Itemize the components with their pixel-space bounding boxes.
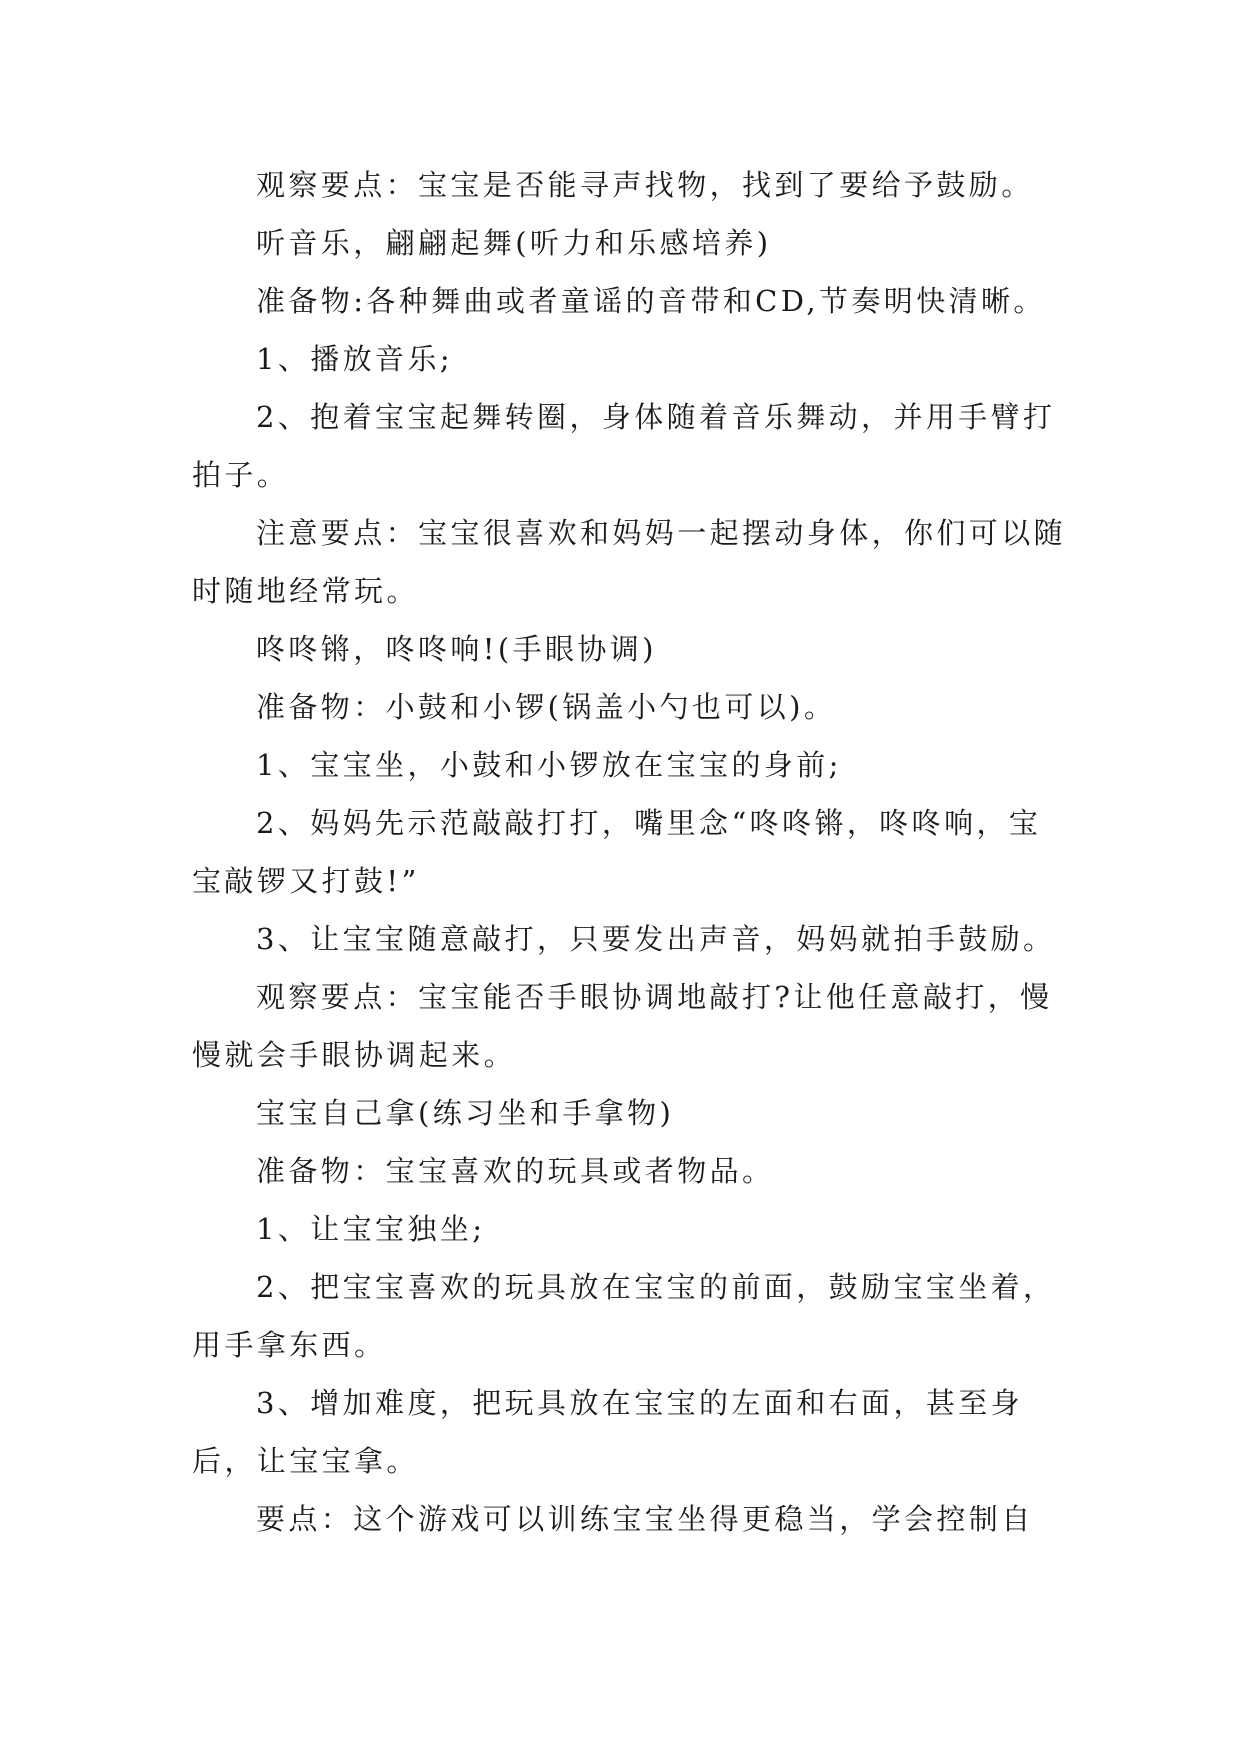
paragraph-step-sit-drum: 1、宝宝坐，小鼓和小锣放在宝宝的身前;	[256, 748, 842, 782]
paragraph-step-free-drum: 3、让宝宝随意敲打，只要发出声音，妈妈就拍手鼓励。	[256, 922, 1056, 956]
paragraph-key-points: 要点：这个游戏可以训练宝宝坐得更稳当，学会控制自	[256, 1502, 1034, 1536]
paragraph-note-dance: 注意要点：宝宝很喜欢和妈妈一起摆动身体，你们可以随时随地经常玩。	[192, 516, 1067, 608]
section-heading-self-grab: 宝宝自己拿(练习坐和手拿物)	[256, 1096, 675, 1130]
paragraph-prep-music: 准备物:各种舞曲或者童谣的音带和CD,节奏明快清晰。	[256, 284, 1046, 318]
section-heading-drum: 咚咚锵，咚咚响!(手眼协调)	[256, 632, 657, 666]
paragraph-prep-drum: 准备物：小鼓和小锣(锅盖小勺也可以)。	[256, 690, 837, 724]
paragraph-observe-sound: 观察要点：宝宝是否能寻声找物，找到了要给予鼓励。	[256, 168, 1034, 202]
paragraph-observe-drum: 观察要点：宝宝能否手眼协调地敲打?让他任意敲打，慢慢就会手眼协调起来。	[192, 980, 1053, 1072]
paragraph-step-play-music: 1、播放音乐;	[256, 342, 454, 376]
paragraph-step-demo-drum: 2、妈妈先示范敲敲打打，嘴里念“咚咚锵，咚咚响，宝宝敲锣又打鼓!”	[192, 806, 1042, 898]
paragraph-prep-toys: 准备物：宝宝喜欢的玩具或者物品。	[256, 1154, 775, 1188]
paragraph-step-toy-sides: 3、增加难度，把玩具放在宝宝的左面和右面，甚至身后，让宝宝拿。	[192, 1386, 1024, 1478]
paragraph-step-dance: 2、抱着宝宝起舞转圈，身体随着音乐舞动，并用手臂打拍子。	[192, 400, 1056, 492]
paragraph-step-toy-front: 2、把宝宝喜欢的玩具放在宝宝的前面，鼓励宝宝坐着，用手拿东西。	[192, 1270, 1056, 1362]
paragraph-step-sit-alone: 1、让宝宝独坐;	[256, 1212, 486, 1246]
document-body	[192, 156, 1072, 1548]
section-heading-music-dance: 听音乐，翩翩起舞(听力和乐感培养)	[256, 226, 772, 260]
